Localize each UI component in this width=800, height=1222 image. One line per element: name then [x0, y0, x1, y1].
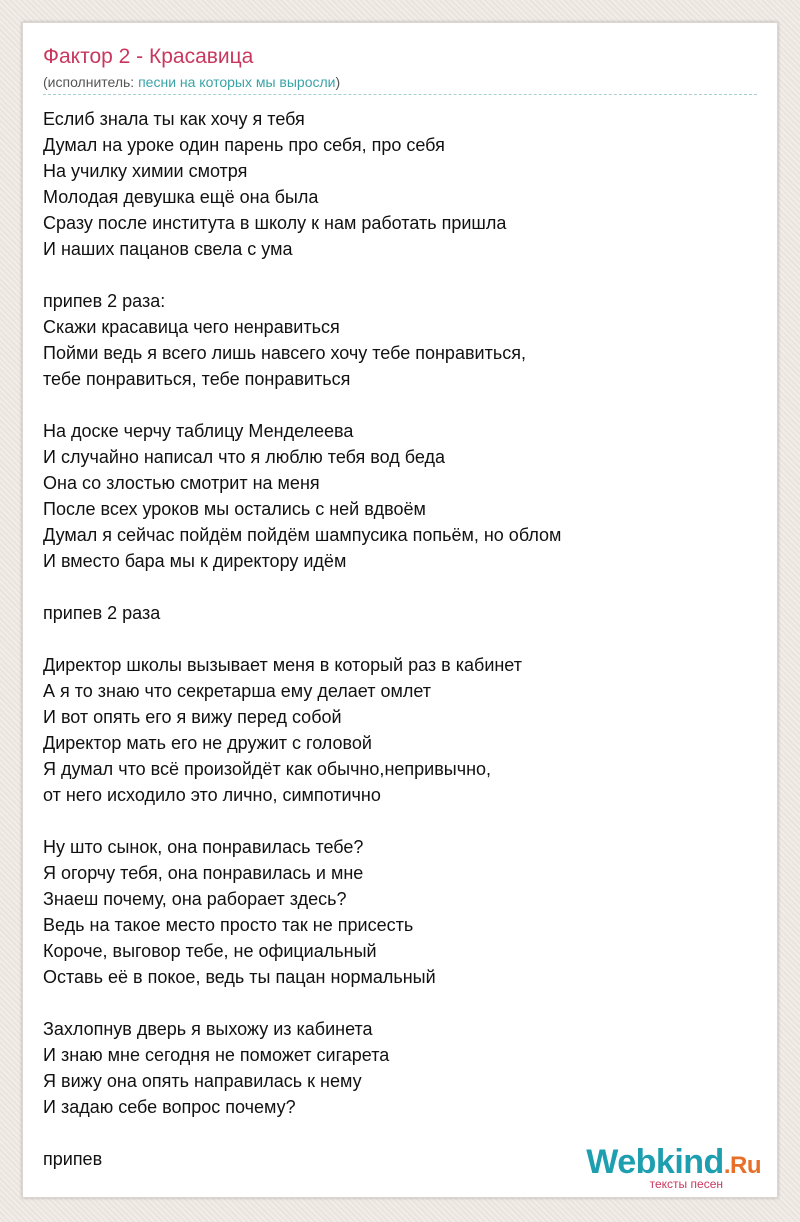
site-logo[interactable] — [571, 1143, 771, 1193]
lyrics-text: Еслиб знала ты как хочу я тебя Думал на уроке один парень про себя, про себя На училку химии смотря Молодая девушка ещё она была Сразу после института в школу к нам работать пришла И наших пацанов свела с ума припев 2 раза: Скажи красавица чего ненравиться Пойми ведь я всего лишь навсего хочу тебе понравиться, тебе понравиться, тебе понравиться На доске черчу таблицу Менделеева И случайно написал что я люблю тебя вод беда Она со злостью смотрит на меня После всех уроков мы остались с ней вдвоём Думал я сейчас пойдём пойдём шампусика попьём, но облом И вместо бара мы к директору идём припев 2 раза Директор школы вызывает меня в который раз в кабинет А я то знаю что секретарша ему делает омлет И вот опять его я вижу перед собой Директор мать его не дружит с головой Я думал что всё произойдёт как обычно,непривычно, от него исходило это лично, симпотично Ну што сынок, она понравилась тебе? Я огорчу тебя, она понравилась и мне Знаеш почему, она раборает здесь? Ведь на такое место просто так не присесть Короче, выговор тебе, не официальный Оставь её в покое, ведь ты пацан нормальный Захлопнув дверь я выхожу из кабинета И знаю мне сегодня не поможет сигарета Я вижу она опять направилась к нему И задаю себе вопрос почему? припев — [43, 109, 562, 1169]
artist-meta — [43, 74, 340, 91]
logo-tagline: тексты песен — [649, 1177, 723, 1191]
logo-brand: Webkind — [586, 1143, 724, 1181]
meta-prefix: (исполнитель: — [43, 74, 139, 90]
header-divider — [43, 94, 757, 95]
page-title: Фактор 2 - Красавица — [43, 45, 254, 68]
artist-link[interactable]: песни на которых мы выросли — [138, 74, 336, 90]
lyrics-card — [22, 22, 778, 1198]
meta-suffix: ) — [335, 74, 341, 90]
logo-tld: .Ru — [723, 1152, 761, 1179]
